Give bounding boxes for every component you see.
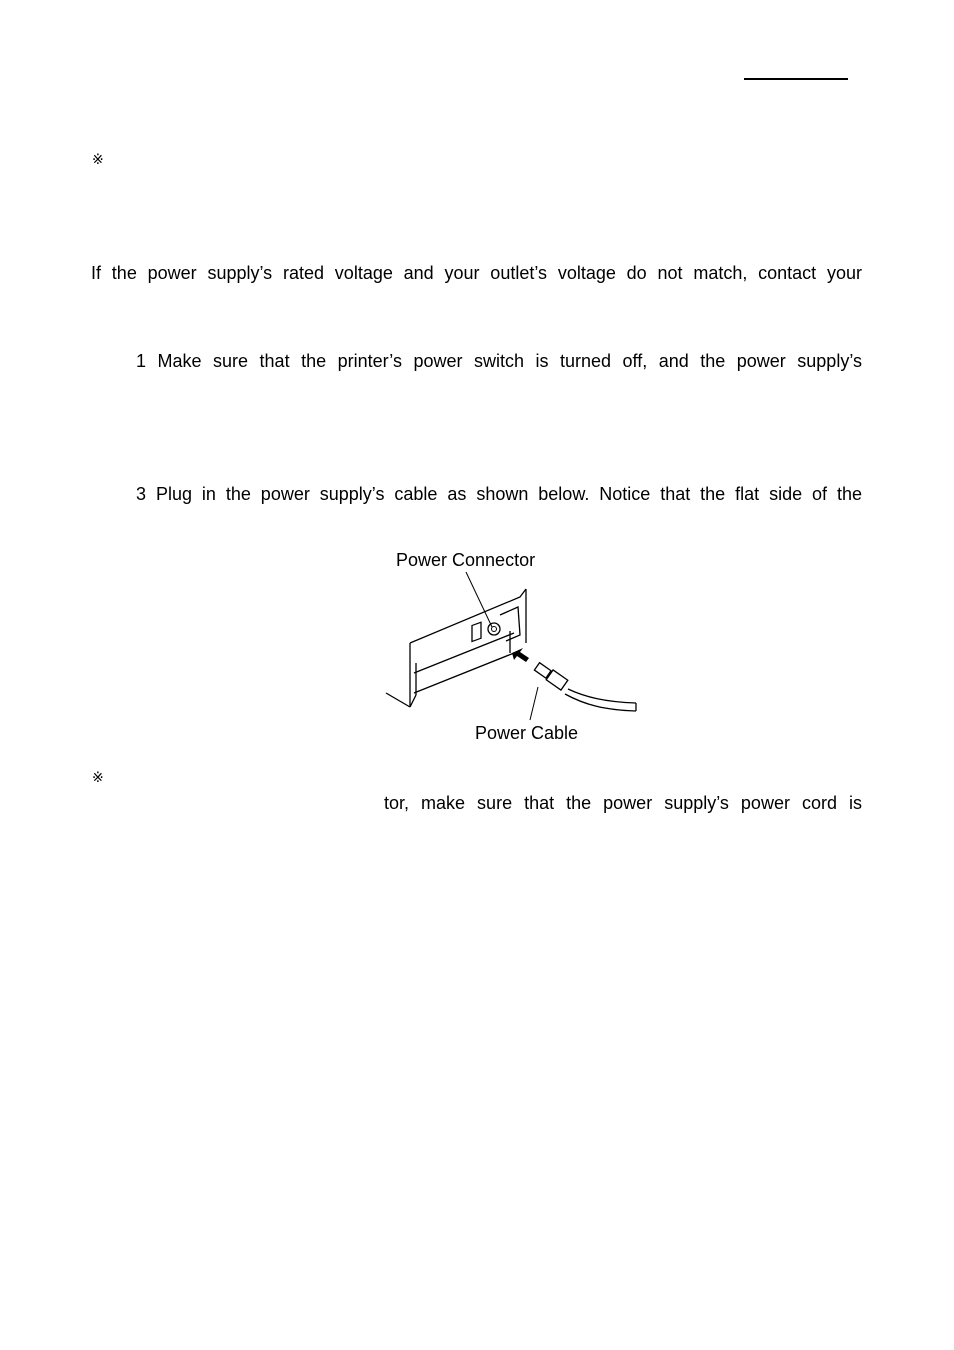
note-2-fragment: tor, make sure that the power supply’s power cord is [384, 793, 862, 813]
cable-leader-line [530, 687, 538, 720]
power-connector-illustration [380, 545, 640, 750]
note-mark-1: ※ [92, 152, 104, 168]
header-underline [744, 78, 848, 80]
connector-leader-line [466, 572, 492, 627]
note-mark-2: ※ [92, 770, 104, 786]
power-cable-label: Power Cable [475, 723, 579, 743]
step-3-paragraph: 3 Plug in the power supply’s cable as shown below. Notice that the flat side of the [136, 484, 862, 504]
voltage-mismatch-paragraph: If the power supply’s rated voltage and your outlet’s voltage do not match, contact your [91, 263, 862, 283]
step-1-paragraph: 1 Make sure that the printer’s power switch is turned off, and the power supply’s [136, 351, 862, 371]
power-connector-figure [380, 545, 640, 750]
power-connector-port [488, 623, 500, 635]
power-connector-label: Power Connector [396, 550, 536, 570]
printer-rear-body [386, 589, 526, 707]
power-cable-plug [534, 663, 636, 711]
insert-arrow-icon [512, 648, 529, 662]
